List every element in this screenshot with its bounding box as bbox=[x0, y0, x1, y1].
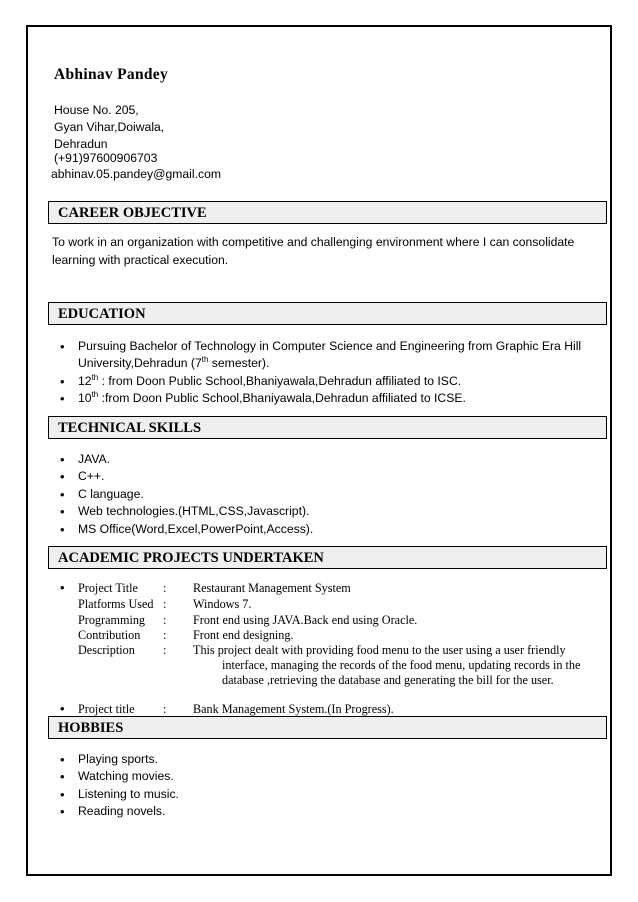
project-1-title-value: Restaurant Management System bbox=[193, 581, 351, 595]
project-1-label-contribution: Contribution bbox=[78, 628, 141, 642]
education-item-2: • 12th : from Doon Public School,Bhaniyawala,Dehradun affiliated to ISC. bbox=[60, 373, 581, 390]
skill-item: • C language. bbox=[60, 486, 313, 503]
education-list bbox=[60, 338, 581, 408]
project-1-label-title: Project Title bbox=[78, 581, 138, 595]
project-1-colon: : bbox=[163, 643, 167, 657]
education-item-1: • Pursuing Bachelor of Technology in Computer Science and Engineering from Graphic Era Hill bbox=[60, 338, 581, 355]
project-2-title-value: Bank Management System.(In Progress). bbox=[193, 702, 394, 716]
education-item-1-cont: University,Dehradun (7th semester). bbox=[78, 355, 270, 371]
project-2-bullet: • bbox=[60, 701, 65, 716]
phone-number: (+91)97600906703 bbox=[54, 151, 158, 165]
address-line-2: Gyan Vihar,Doiwala, bbox=[54, 120, 165, 134]
project-1-label-programming: Programming bbox=[78, 613, 146, 627]
project-1-label-platforms: Platforms Used bbox=[78, 597, 154, 611]
project-1-colon: : bbox=[163, 597, 167, 611]
project-2-label-title: Project title bbox=[78, 702, 135, 716]
address-line-3: Dehradun bbox=[54, 137, 108, 151]
education-title: EDUCATION bbox=[58, 306, 146, 322]
hobbies-title: HOBBIES bbox=[58, 720, 124, 736]
education-header bbox=[48, 302, 607, 325]
project-1-description-cont-1: interface, managing the records of the food menu, updating records in the bbox=[222, 658, 581, 672]
project-1-colon: : bbox=[163, 628, 167, 642]
career-objective-text bbox=[52, 234, 592, 269]
project-1-bullet: • bbox=[60, 580, 65, 595]
project-2-colon: : bbox=[163, 702, 167, 716]
technical-skills-title: TECHNICAL SKILLS bbox=[58, 420, 202, 436]
career-objective-title: CAREER OBJECTIVE bbox=[58, 205, 207, 221]
project-1-programming-value: Front end using JAVA.Back end using Oracle. bbox=[193, 613, 418, 627]
project-1-description-value: This project dealt with providing food menu to the user using a user friendly bbox=[193, 643, 566, 657]
projects-header bbox=[48, 546, 607, 569]
project-1-platform-value: Windows 7. bbox=[193, 597, 252, 611]
hobbies-header bbox=[48, 716, 607, 739]
project-1-colon: : bbox=[163, 613, 167, 627]
applicant-name: Abhinav Pandey bbox=[54, 66, 169, 83]
hobbies-list bbox=[60, 751, 179, 821]
project-1-contribution-value: Front end designing. bbox=[193, 628, 294, 642]
career-objective-line-2: learning with practical execution. bbox=[52, 252, 229, 267]
technical-skills-header bbox=[48, 416, 607, 439]
projects-title: ACADEMIC PROJECTS UNDERTAKEN bbox=[58, 550, 324, 566]
hobby-item: • Reading novels. bbox=[60, 803, 179, 820]
hobby-item: • Listening to music. bbox=[60, 786, 179, 803]
project-1-label-description: Description bbox=[78, 643, 135, 657]
email-address: abhinav.05.pandey@gmail.com bbox=[51, 167, 222, 181]
address-line-1: House No. 205, bbox=[54, 103, 139, 117]
project-1-description-cont-2: database ,retrieving the database and generating the bill for the user. bbox=[222, 673, 554, 687]
hobby-item: • Playing sports. bbox=[60, 751, 179, 768]
project-1-colon: : bbox=[163, 581, 167, 595]
hobby-item: • Watching movies. bbox=[60, 768, 179, 785]
skill-item: • Web technologies.(HTML,CSS,Javascript). bbox=[60, 503, 313, 520]
career-objective-header bbox=[48, 201, 607, 224]
education-item-3: • 10th :from Doon Public School,Bhaniyawala,Dehradun affiliated to ICSE. bbox=[60, 390, 581, 407]
skill-item: • MS Office(Word,Excel,PowerPoint,Access). bbox=[60, 521, 313, 538]
career-objective-line-1: To work in an organization with competitive and challenging environment where I can consolidate bbox=[52, 235, 575, 249]
skills-list bbox=[60, 451, 313, 538]
skill-item: • C++. bbox=[60, 468, 313, 485]
skill-item: • JAVA. bbox=[60, 451, 313, 468]
